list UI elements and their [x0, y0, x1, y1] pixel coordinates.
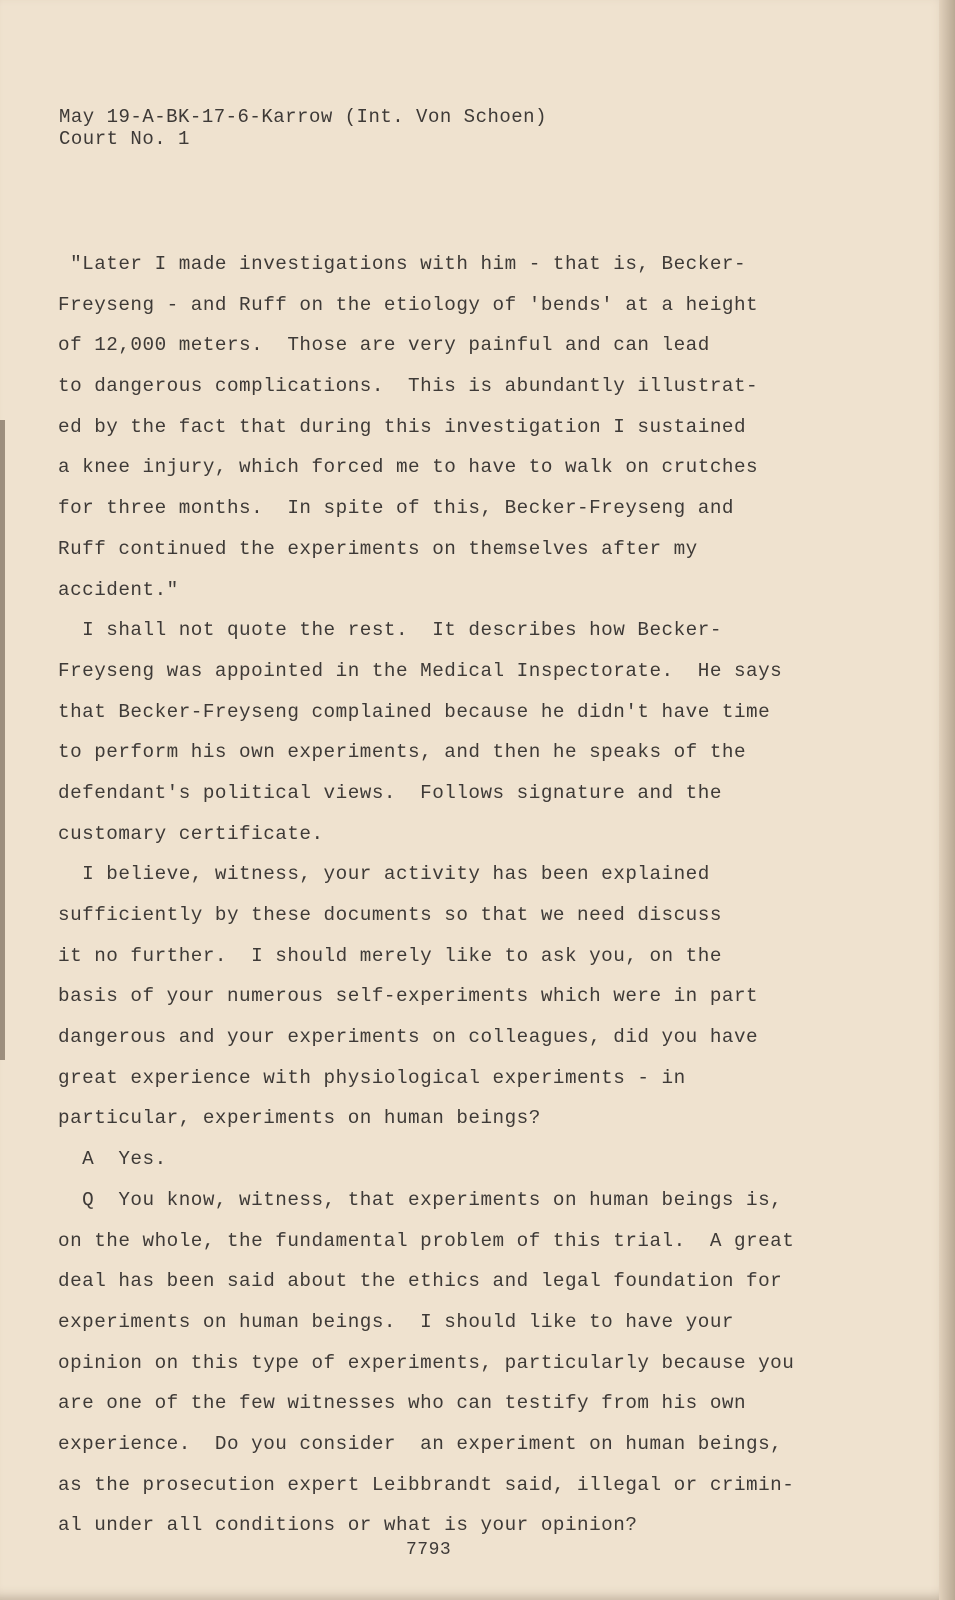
text-line: that Becker-Freyseng complained because he didn't have time	[58, 700, 771, 723]
text-line: dangerous and your experiments on colleagues, did you have	[58, 1026, 759, 1049]
text-line: al under all conditions or what is your opinion?	[58, 1514, 638, 1537]
transcript-body	[58, 244, 818, 1546]
text-line: accident."	[58, 578, 179, 601]
page-binding-shadow	[0, 420, 5, 1060]
text-line: Freyseng was appointed in the Medical Inspectorate. He says	[58, 659, 783, 682]
page-edge	[939, 0, 955, 1600]
page-number: 7793	[406, 1540, 452, 1560]
text-line: I shall not quote the rest. It describes how Becker-	[58, 619, 722, 642]
text-line: defendant's political views. Follows signature and the	[58, 781, 722, 804]
text-line: are one of the few witnesses who can testify from his own	[58, 1392, 747, 1415]
text-line: great experience with physiological experiments - in	[58, 1066, 686, 1089]
text-line: I believe, witness, your activity has been explained	[58, 863, 710, 886]
text-line: to perform his own experiments, and then he speaks of the	[58, 741, 747, 764]
text-line: ed by the fact that during this investigation I sustained	[58, 415, 747, 438]
text-line: for three months. In spite of this, Becker-Freyseng and	[58, 497, 734, 520]
text-line: A Yes.	[58, 1148, 167, 1171]
text-line: experiments on human beings. I should like to have your	[58, 1310, 734, 1333]
text-line: Q You know, witness, that experiments on human beings is,	[58, 1188, 783, 1211]
text-line: particular, experiments on human beings?	[58, 1107, 541, 1130]
text-line: experience. Do you consider an experiment on human beings,	[58, 1432, 783, 1455]
text-line: as the prosecution expert Leibbrandt said, illegal or crimin-	[58, 1473, 795, 1496]
header-reference-line: May 19-A-BK-17-6-Karrow (Int. Von Schoen)	[59, 106, 547, 128]
text-line: Ruff continued the experiments on themselves after my	[58, 537, 698, 560]
document-header	[59, 106, 547, 150]
text-line: of 12,000 meters. Those are very painful and can lead	[58, 334, 710, 357]
text-line: Freyseng - and Ruff on the etiology of 'bends' at a height	[58, 293, 759, 316]
text-line: to dangerous complications. This is abundantly illustrat-	[58, 375, 759, 398]
text-line: basis of your numerous self-experiments which were in part	[58, 985, 759, 1008]
text-line: "Later I made investigations with him - that is, Becker-	[58, 253, 747, 275]
text-line: on the whole, the fundamental problem of this trial. A great	[58, 1229, 795, 1252]
text-line: customary certificate.	[58, 822, 324, 845]
text-line: a knee injury, which forced me to have to walk on crutches	[58, 456, 759, 479]
text-line: it no further. I should merely like to ask you, on the	[58, 944, 722, 967]
text-line: deal has been said about the ethics and legal foundation for	[58, 1270, 783, 1293]
header-court-line: Court No. 1	[59, 128, 190, 150]
text-line: sufficiently by these documents so that we need discuss	[58, 904, 722, 926]
text-line: opinion on this type of experiments, particularly because you	[58, 1351, 795, 1374]
